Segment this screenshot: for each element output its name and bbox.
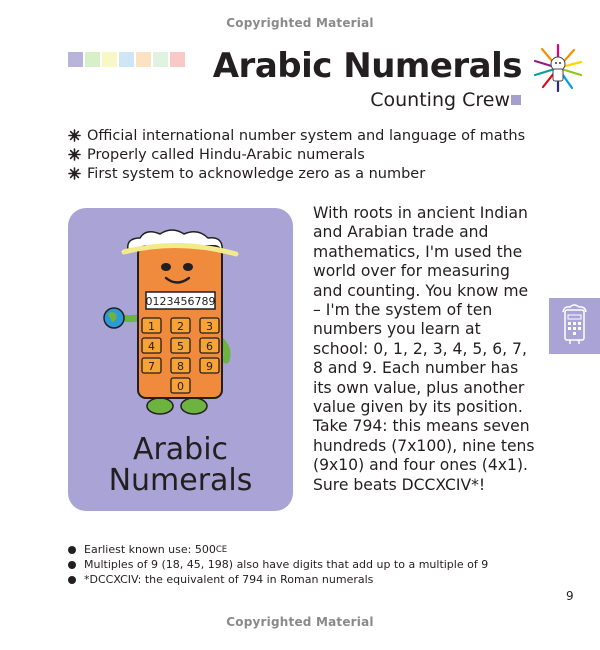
note-item	[68, 572, 488, 587]
facts-list	[68, 126, 525, 183]
key-label: 5	[177, 340, 184, 353]
page-title: Arabic Numerals	[212, 46, 522, 86]
swatch	[170, 52, 185, 67]
swatch	[153, 52, 168, 67]
page-subtitle: Counting Crew	[370, 89, 510, 111]
swatch	[102, 52, 117, 67]
note-item	[68, 542, 488, 557]
fact-text: Properly called Hindu-Arabic numerals	[87, 146, 365, 163]
starburst-badge-icon	[532, 42, 584, 94]
note-text: Earliest known use: 500	[84, 543, 216, 556]
fact-item	[68, 145, 525, 164]
key-label: 0	[177, 380, 184, 393]
bullet-dot-icon	[68, 576, 76, 584]
key-label: 7	[148, 360, 155, 373]
left-foot	[147, 398, 173, 414]
key-label: 3	[206, 320, 213, 333]
card-name	[68, 434, 293, 496]
key-label: 6	[206, 340, 213, 353]
note-item	[68, 557, 488, 572]
card-name-line: Numerals	[108, 463, 253, 498]
note-era: CE	[215, 544, 228, 555]
fact-item	[68, 126, 525, 145]
bullet-dot-icon	[68, 546, 76, 554]
star-bullet-icon	[68, 129, 81, 142]
character-card	[68, 208, 293, 511]
bullet-dot-icon	[68, 561, 76, 569]
display-text: 0123456789	[145, 295, 216, 308]
key-label: 2	[177, 320, 184, 333]
left-eye	[161, 263, 171, 271]
card-name-line: Arabic	[132, 432, 229, 467]
key-label: 1	[148, 320, 155, 333]
swatch	[119, 52, 134, 67]
swatch	[136, 52, 151, 67]
key-label: 8	[177, 360, 184, 373]
calculator-character-illustration	[68, 208, 293, 433]
calculator-character-icon	[549, 298, 600, 354]
fact-text: Official international number system and language of maths	[87, 127, 526, 144]
body-paragraph: With roots in ancient Indian and Arabian trade and mathematics, I'm used the world over for measuring and counting. You know me – I'm the system of ten numbers you learn at school: 0, 1, 2, 3, 4, 5, 6, 7, 8 and 9. Each number has its own value, plus another value given by its position. Take 794: this means seven hundreds (7x100), nine tens (9x10) and four ones (4x1). Sure beats DCCXCIV*!	[313, 204, 535, 494]
side-tab	[549, 298, 600, 354]
right-foot	[181, 398, 207, 414]
fact-item	[68, 164, 525, 183]
swatch	[68, 52, 83, 67]
note-text: Multiples of 9 (18, 45, 198) also have digits that add up to a multiple of 9	[84, 558, 489, 571]
key-label: 4	[148, 340, 155, 353]
star-bullet-icon	[68, 148, 81, 161]
star-bullet-icon	[68, 167, 81, 180]
notes-list	[68, 542, 488, 587]
swatch	[85, 52, 100, 67]
copyright-footer: Copyrighted Material	[226, 615, 374, 629]
copyright-header: Copyrighted Material	[226, 16, 374, 30]
note-text: *DCCXCIV: the equivalent of 794 in Roman numerals	[84, 573, 374, 586]
key-label: 9	[206, 360, 213, 373]
right-eye	[183, 263, 193, 271]
fact-text: First system to acknowledge zero as a number	[87, 165, 426, 182]
page-number: 9	[566, 589, 574, 603]
color-swatches	[68, 52, 185, 67]
subtitle-square-icon	[511, 95, 521, 105]
